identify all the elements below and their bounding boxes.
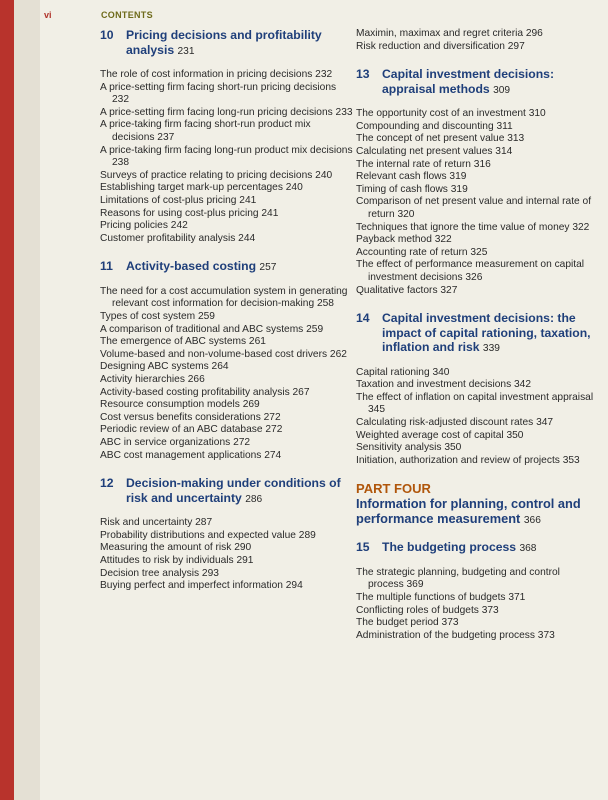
chapter-number: 11	[100, 259, 113, 274]
toc-entry: Limitations of cost-plus pricing 241	[100, 194, 257, 206]
chapter-heading	[356, 311, 596, 357]
chapter-number: 14	[356, 311, 370, 326]
toc-entry: Measuring the amount of risk 290	[100, 542, 252, 554]
chapter-title	[382, 540, 596, 557]
toc-entry: The multiple functions of budgets 371	[356, 592, 526, 604]
chapter-title	[126, 259, 355, 276]
toc-entry: Periodic review of an ABC database 272	[100, 424, 283, 436]
chapter-title-text: The budgeting process	[382, 540, 520, 555]
chapter-10	[100, 28, 355, 245]
toc-entry: Activity-based costing profitability analysis 267	[100, 386, 310, 398]
toc-entry: Accounting rate of return 325	[356, 246, 488, 258]
chapter-page: 257	[259, 262, 277, 274]
chapter-number: 12	[100, 476, 114, 491]
toc-entry: The opportunity cost of an investment 310	[356, 108, 546, 120]
right-column	[356, 28, 596, 642]
toc-entry: The concept of net present value 313	[356, 133, 525, 145]
chapter-title-text: Pricing decisions and profitability analysis	[126, 28, 322, 57]
chapter-page: 339	[482, 343, 500, 355]
toc-entry: A price-setting firm facing short-run pricing decisions 232	[100, 81, 337, 106]
toc-entry: Designing ABC systems 264	[100, 361, 229, 373]
toc-entry: Relevant cash flows 319	[356, 171, 467, 183]
toc-entry: Qualitative factors 327	[356, 284, 458, 296]
chapter-heading	[356, 540, 596, 557]
toc-entry: Types of cost system 259	[100, 311, 215, 322]
toc-entry: Resource consumption models 269	[100, 399, 260, 411]
chapter-title-text: Activity-based costing	[126, 259, 260, 274]
toc-entry: Customer profitability analysis 244	[100, 232, 256, 244]
toc-entry: Comparison of net present value and internal rate of return 320	[356, 196, 592, 220]
toc-entry: Establishing target mark-up percentages 240	[100, 182, 303, 194]
chapter-15	[356, 540, 596, 642]
toc-entry: Probability distributions and expected value 289	[100, 529, 316, 541]
toc-entry: Initiation, authorization and review of projects 353	[356, 454, 580, 466]
part-label: PART FOUR	[356, 481, 431, 497]
toc-entry: Compounding and discounting 311	[356, 120, 513, 132]
toc-entry: Techniques that ignore the time value of money 322	[356, 221, 590, 233]
chapter-title-text: Capital investment decisions: the impact of capital rationing, taxation, inflation and risk	[382, 311, 591, 355]
toc-entry: Calculating net present values 314	[356, 145, 513, 157]
toc-entry: A price-taking firm facing short-run product mix decisions 237	[100, 119, 311, 143]
toc-entry: A comparison of traditional and ABC systems 259	[100, 323, 324, 335]
toc-entry: Conflicting roles of budgets 373	[356, 604, 499, 616]
toc-entry: Capital rationing 340	[356, 366, 450, 378]
toc-entry: A price-setting firm facing long-run pricing decisions 233	[100, 106, 353, 118]
toc-entry: Calculating risk-adjusted discount rates 347	[356, 416, 554, 428]
chapter-number: 13	[356, 67, 370, 82]
book-page	[14, 0, 608, 800]
toc-entry: The role of cost information in pricing decisions 232	[100, 69, 333, 80]
toc-entry: Attitudes to risk by individuals 291	[100, 554, 254, 566]
toc-entry: Pricing policies 242	[100, 220, 188, 232]
chapter-14	[356, 311, 596, 467]
chapter-page: 309	[493, 84, 511, 96]
toc-entry: Maximin, maximax and regret criteria 296	[356, 28, 543, 39]
toc-entry: Risk reduction and diversification 297	[356, 40, 525, 52]
toc-entry: Reasons for using cost-plus pricing 241	[100, 207, 279, 219]
chapter-12	[100, 476, 355, 593]
chapter-title	[126, 476, 355, 507]
part-title	[356, 496, 596, 528]
toc-entry: The emergence of ABC systems 261	[100, 336, 266, 348]
toc-entry: Cost versus benefits considerations 272	[100, 411, 281, 423]
chapter-title	[382, 311, 596, 357]
chapter-title	[126, 28, 355, 59]
part-page: 366	[523, 515, 541, 527]
toc-entry: Administration of the budgeting process 373	[356, 629, 555, 641]
chapter-page: 286	[245, 493, 263, 505]
toc-entry: The effect of inflation on capital investment appraisal 345	[356, 391, 594, 416]
chapter-title	[382, 67, 596, 98]
chapter-12-continued	[356, 28, 596, 53]
toc-entry: Risk and uncertainty 287	[100, 517, 213, 529]
toc-entry: Activity hierarchies 266	[100, 373, 205, 385]
chapter-heading	[100, 476, 355, 507]
toc-entry: Weighted average cost of capital 350	[356, 429, 524, 441]
chapter-heading	[356, 67, 596, 98]
chapter-13	[356, 67, 596, 297]
page-number: vi	[44, 10, 52, 20]
toc-entry: Payback method 322	[356, 234, 452, 246]
running-head: CONTENTS	[101, 10, 153, 20]
toc-entry: The need for a cost accumulation system in generating relevant cost information for decision-making 258	[100, 285, 348, 310]
toc-entry: Timing of cash flows 319	[356, 183, 468, 195]
toc-entry: The budget period 373	[356, 617, 459, 629]
chapter-number: 15	[356, 540, 370, 555]
toc-entry: Decision tree analysis 293	[100, 567, 219, 579]
toc-entry: Sensitivity analysis 350	[356, 442, 462, 454]
chapter-page: 368	[519, 543, 537, 555]
toc-entry: ABC cost management applications 274	[100, 449, 282, 461]
chapter-heading	[100, 259, 355, 276]
toc-entry: Buying perfect and imperfect information 294	[100, 580, 303, 592]
chapter-11	[100, 259, 355, 462]
toc-entry: Volume-based and non-volume-based cost drivers 262	[100, 348, 347, 360]
toc-entry: The effect of performance measurement on capital investment decisions 326	[356, 259, 585, 283]
toc-entry: Taxation and investment decisions 342	[356, 379, 531, 391]
toc-entry: A price-taking firm facing long-run product mix decisions 238	[100, 144, 353, 169]
toc-entry: The internal rate of return 316	[356, 158, 491, 170]
toc-entry: Surveys of practice relating to pricing decisions 240	[100, 169, 333, 181]
chapter-page: 231	[177, 45, 195, 57]
page-gutter	[14, 0, 40, 800]
chapter-title-text: Capital investment decisions: appraisal methods	[382, 67, 555, 96]
chapter-number: 10	[100, 28, 114, 42]
chapter-heading	[100, 28, 355, 59]
toc-entry: ABC in service organizations 272	[100, 436, 251, 448]
toc-entry: The strategic planning, budgeting and control process 369	[356, 566, 560, 591]
left-column	[100, 28, 355, 593]
part-title-text: Information for planning, control and performance measurement	[356, 496, 581, 527]
chapter-title-text: Decision-making under conditions of risk and uncertainty	[126, 476, 341, 505]
